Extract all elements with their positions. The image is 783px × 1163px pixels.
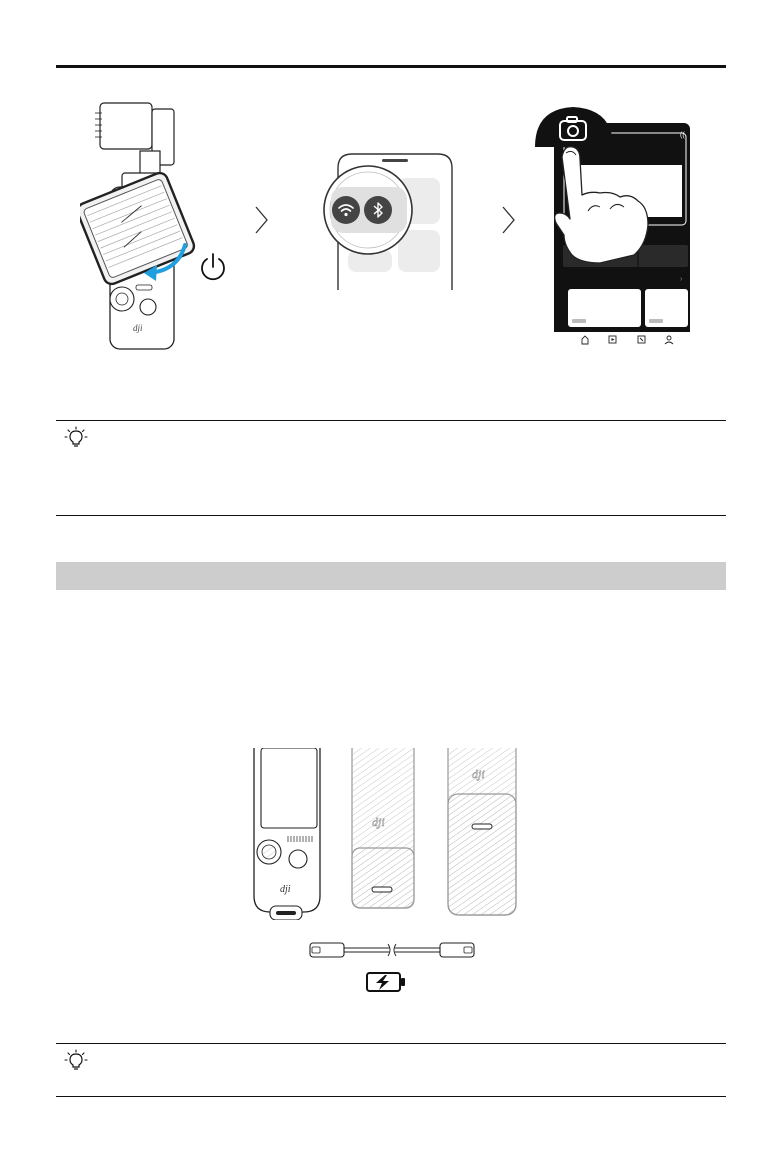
charging-illustration <box>248 748 528 920</box>
svg-text:dji: dji <box>280 884 291 895</box>
lightbulb-icon <box>64 426 88 450</box>
lightbulb-icon <box>64 1049 88 1073</box>
osmo-pocket-drawing <box>80 95 240 355</box>
chevron-right-icon <box>253 205 269 235</box>
battery-charging-icon <box>365 969 407 995</box>
bluetooth-icon <box>364 196 392 224</box>
power-icon <box>198 250 228 284</box>
tip-bottom-rule <box>56 515 726 516</box>
svg-text:dji: dji <box>472 767 485 781</box>
top-rule <box>56 65 726 68</box>
tip2-bottom-rule <box>56 1096 726 1097</box>
svg-text:›: › <box>680 276 683 283</box>
wifi-icon <box>332 196 360 224</box>
svg-text:dji: dji <box>133 323 143 333</box>
svg-text:dji: dji <box>372 815 385 829</box>
tip2-top-rule <box>56 1043 726 1044</box>
phone-connect-illustration <box>310 150 460 295</box>
section-heading-bar <box>56 562 726 590</box>
usb-c-cable <box>308 938 476 962</box>
app-camera-illustration <box>530 95 700 355</box>
svg-text:((: (( <box>680 132 685 139</box>
tip-top-rule <box>56 420 726 421</box>
device-rotate-illustration <box>80 95 240 355</box>
chevron-right-icon <box>500 205 516 235</box>
